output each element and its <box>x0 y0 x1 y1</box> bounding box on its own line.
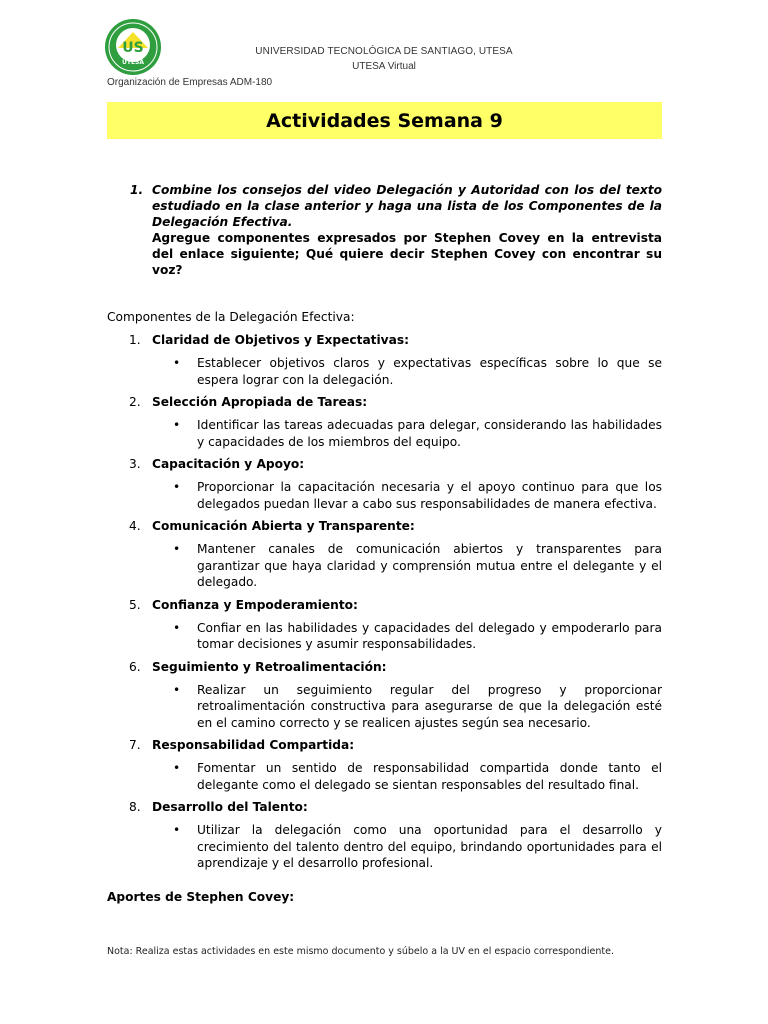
item-number: 3. <box>129 457 141 471</box>
item-number: 5. <box>129 597 141 612</box>
footer-note: Nota: Realiza estas actividades en este mismo documento y súbelo a la UV en el espacio correspondiente. <box>107 946 615 957</box>
item-description: Establecer objetivos claros y expectativas específicas sobre lo que se espera lograr con la delegación. <box>197 356 662 387</box>
item-title: Desarrollo del Talento: <box>152 800 308 814</box>
question-covey: Agregue componentes expresados por Stephen Covey en la entrevista del enlace siguiente; Qué quiere decir Stephen Covey con encontrar su voz? <box>152 231 662 277</box>
item-title: Claridad de Objetivos y Expectativas: <box>152 333 409 347</box>
bullet-icon: • <box>173 761 181 775</box>
item-title: Comunicación Abierta y Transparente: <box>152 519 415 533</box>
item-title: Responsabilidad Compartida: <box>152 738 355 752</box>
item-title: Selección Apropiada de Tareas: <box>152 395 368 409</box>
item-number: 1. <box>129 333 141 347</box>
svg-text:UTESA: UTESA <box>121 59 145 66</box>
section-title: Componentes de la Delegación Efectiva: <box>107 310 355 324</box>
title-banner <box>107 102 662 139</box>
item-number: 2. <box>129 395 141 409</box>
course-name: Organización de Empresas ADM-180 <box>107 77 273 88</box>
list-item <box>107 518 662 591</box>
bullet-icon: • <box>173 356 181 370</box>
question-instruction: Combine los consejos del video Delegación y Autoridad con los del texto estudiado en la clase anterior y haga una lista de los Componentes de la Delegación Efectiva. <box>152 183 662 229</box>
list-item <box>107 659 662 732</box>
item-title: Confianza y Empoderamiento: <box>152 597 358 612</box>
utesa-virtual: UTESA Virtual <box>352 61 416 72</box>
bullet-icon: • <box>173 823 181 837</box>
bullet-icon: • <box>173 542 181 556</box>
components-list <box>107 332 662 872</box>
item-number: 7. <box>129 738 141 752</box>
item-description: Proporcionar la capacitación necesaria y el apoyo continuo para que los delegados puedan llevar a cabo sus responsabilidades de manera efectiva. <box>197 480 662 511</box>
item-description: Fomentar un sentido de responsabilidad compartida donde tanto el delegante como el delegado se sientan responsables del resultado final. <box>197 761 662 792</box>
item-number: 4. <box>129 519 141 533</box>
list-item <box>107 737 662 793</box>
bullet-icon: • <box>173 418 181 432</box>
item-description: Identificar las tareas adecuadas para delegar, considerando las habilidades y capacidades de los miembros del equipo. <box>197 418 662 449</box>
list-item <box>107 332 662 388</box>
item-description: Mantener canales de comunicación abiertos y transparentes para garantizar que haya claridad y comprensión mutua entre el delegante y el delegado. <box>197 542 662 589</box>
university-name: UNIVERSIDAD TECNOLÓGICA DE SANTIAGO, UTESA <box>255 46 513 57</box>
question-number: 1. <box>130 183 144 197</box>
item-description: Utilizar la delegación como una oportunidad para el desarrollo y crecimiento del talento dentro del equipo, brindando oportunidades para el aprendizaje y el desarrollo profesional. <box>197 823 662 870</box>
item-title: Capacitación y Apoyo: <box>152 457 305 471</box>
bullet-icon: • <box>173 620 181 635</box>
item-description: Realizar un seguimiento regular del progreso y proporcionar retroalimentación constructiva para asegurarse de que la delegación esté en el camino correcto y se realicen ajustes según sea necesario. <box>197 682 662 730</box>
list-item <box>107 597 662 653</box>
item-description: Confiar en las habilidades y capacidades del delegado y empoderarlo para tomar decisiones y asumir responsabilidades. <box>197 620 662 651</box>
item-number: 6. <box>129 659 141 674</box>
aportes-heading: Aportes de Stephen Covey: <box>107 890 295 904</box>
item-number: 8. <box>129 800 141 814</box>
item-title: Seguimiento y Retroalimentación: <box>152 659 387 674</box>
question-1 <box>130 182 662 278</box>
bullet-icon: • <box>173 682 181 697</box>
svg-text:US: US <box>122 40 144 56</box>
list-item <box>107 456 662 512</box>
page-title: Actividades Semana 9 <box>266 109 503 132</box>
list-item <box>107 394 662 450</box>
bullet-icon: • <box>173 480 181 494</box>
list-item <box>107 799 662 872</box>
